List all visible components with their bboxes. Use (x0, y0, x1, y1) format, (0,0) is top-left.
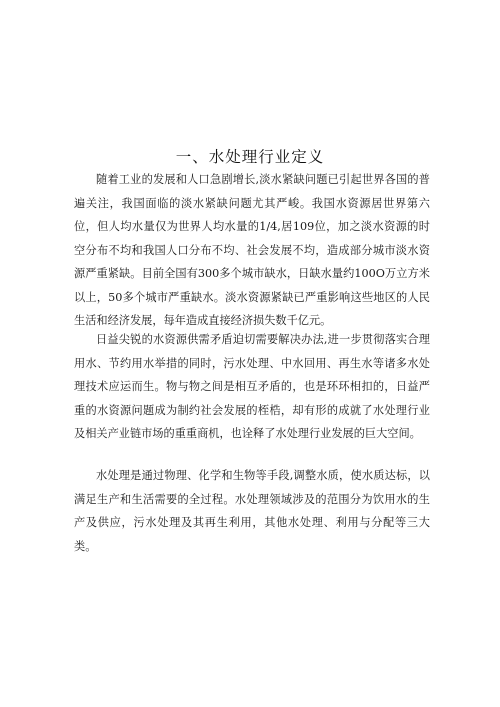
document-title: 一、水处理行业定义 (175, 148, 325, 166)
paragraph-water-treatment-emergence: 日益尖锐的水资源供需矛盾迫切需要解决办法,进一步贯彻落实合理用水、节约用水举措的同时，污水处理、中水回用、再生水等诸多水处理技术应运而生。物与物之间是相互矛盾的，也是环环相扣的，日益严重的水资源问题成为制约社会发展的桎梏，却有形的成就了水处理行业及相关产业链市场的重重商机，也诠释了水处理行业发展的巨大空间。 (74, 333, 430, 440)
paragraph-water-shortage: 随着工业的发展和人口急剧增长,淡水紧缺问题已引起世界各国的普遍关注，我国面临的淡水紧缺问题尤其严峻。我国水资源居世界第六位，但人均水量仅为世界人均水量的1/4,居109位，加之淡水资源的时空分布不均和我国人口分布不均、社会发展不均，造成部分城市淡水资源严重紧缺。目前全国有300多个城市缺水，日缺水量约100O万立方米以上，50多个城市严重缺水。淡水资源紧缺已严重影响这些地区的人民生活和经济发展，每年造成直接经济损失数千亿元。 (74, 173, 430, 327)
paragraph-water-treatment-definition: 水处理是通过物理、化学和生物等手段,调整水质，使水质达标，以满足生产和生活需要的全过程。水处理领域涉及的范围分为饮用水的生产及供应，污水处理及其再生利用，其他水处理、利用与分配等三大类。 (74, 469, 430, 553)
